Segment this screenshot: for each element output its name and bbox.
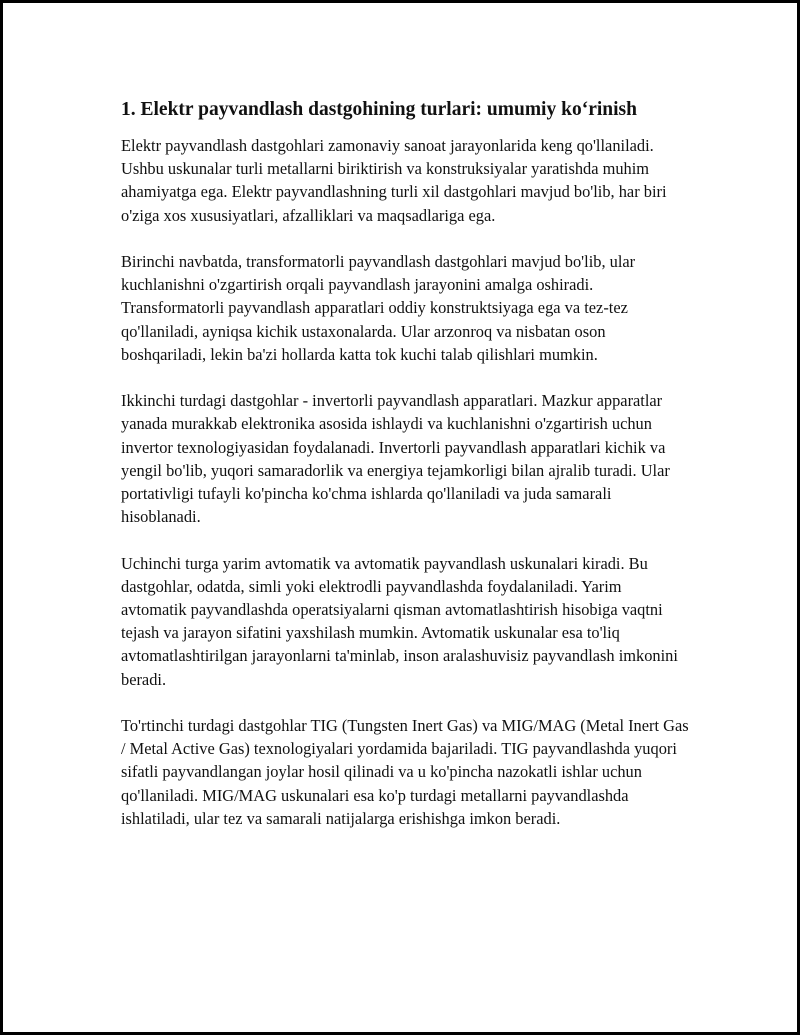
- paragraph-4: Uchinchi turga yarim avtomatik va avtomatik payvandlash uskunalari kiradi. Bu dastgohlar, odatda, simli yoki elektrodli payvandlashda foydalaniladi. Yarim avtomatik payvandlashda operatsiyalarni qisman avtomatlashtirish hisobiga vaqtni tejash va jarayon sifatini yaxshilash mumkin. Avtomatik uskunalar esa to'liq avtomatlashtirilgan jarayonlarni ta'minlab, inson aralashuvisiz payvandlash imkonini beradi.: [121, 553, 678, 689]
- paragraph-5: To'rtinchi turdagi dastgohlar TIG (Tungsten Inert Gas) va MIG/MAG (Metal Inert Gas / Metal Active Gas) texnologiyalari yordamida bajariladi. TIG payvandlashda yuqori sifatli payvandlangan joylar hosil qilinadi va u ko'pincha nazokatli ishlar uchun qo'llaniladi. MIG/MAG uskunalari esa ko'p turdagi metallarni payvandlashda ishlatiladi, ular tez va samarali natijalarga erishishga imkon beradi.: [121, 716, 689, 828]
- document-body: [121, 95, 691, 853]
- section-heading: 1. Elektr payvandlash dastgohining turlari: umumiy ko‘rinish: [121, 99, 637, 120]
- paragraph-3: Ikkinchi turdagi dastgohlar - invertorli payvandlash apparatlari. Mazkur apparatlar yanada murakkab elektronika asosida ishlaydi va kuchlanishni o'zgartirish uchun invertor texnologiyasidan foydalanadi. Invertorli payvandlash apparatlari kichik va yengil bo'lib, yuqori samaradorlik va energiya tejamkorligi bilan ajralib turadi. Ular portativligi tufayli ko'pincha ko'chma ishlarda qo'llaniladi va juda samarali hisoblanadi.: [121, 391, 670, 527]
- paragraph-2: Birinchi navbatda, transformatorli payvandlash dastgohlari mavjud bo'lib, ular kuchlanishni o'zgartirish orqali payvandlash jarayonini amalga oshiradi. Transformatorli payvandlash apparatlari oddiy konstruktsiyaga ega va tez-tez qo'llaniladi, ayniqsa kichik ustaxonalarda. Ular arzonroq va nisbatan oson boshqariladi, lekin ba'zi hollarda katta tok kuchi talab qilishlari mumkin.: [121, 252, 636, 364]
- paragraph-1: Elektr payvandlash dastgohlari zamonaviy sanoat jarayonlarida keng qo'llaniladi. Ushbu uskunalar turli metallarni biriktirish va konstruksiyalar yaratishda muhim ahamiyatga ega. Elektr payvandlashning turli xil dastgohlari mavjud bo'lib, har biri o'ziga xos xususiyatlari, afzalliklari va maqsadlariga ega.: [121, 136, 667, 225]
